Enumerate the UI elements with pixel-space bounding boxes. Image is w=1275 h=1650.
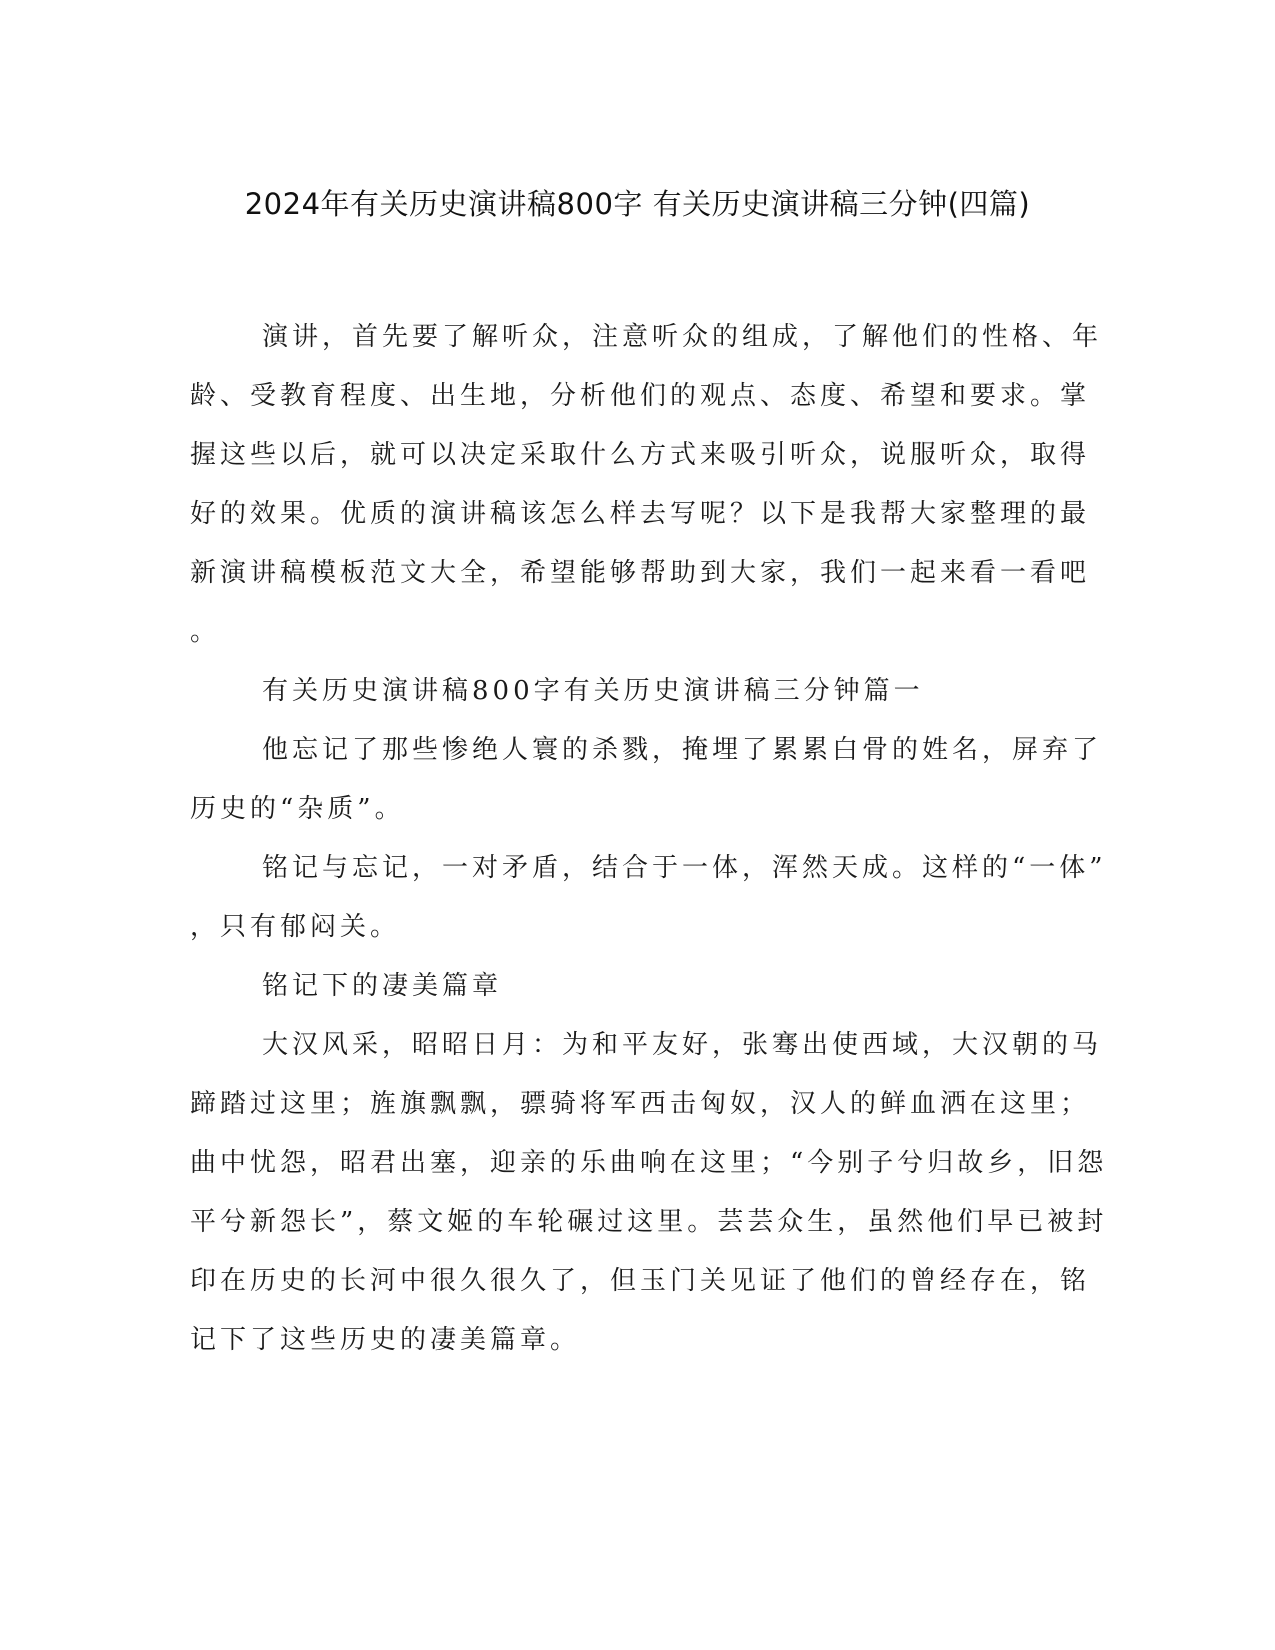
paragraph-line: 握这些以后，就可以决定采取什么方式来吸引听众，说服听众，取得 <box>190 440 1091 470</box>
paragraph-line: 印在历史的长河中很久很久了，但玉门关见证了他们的曾经存在，铭 <box>190 1266 1091 1296</box>
paragraph-line: 好的效果。优质的演讲稿该怎么样去写呢？以下是我帮大家整理的最 <box>190 499 1091 529</box>
paragraph-line: 记下了这些历史的凄美篇章。 <box>190 1325 581 1355</box>
paragraph-line: 曲中忧怨，昭君出塞，迎亲的乐曲响在这里；“今别子兮归故乡，旧怨 <box>190 1148 1108 1178</box>
section-heading: 有关历史演讲稿800字有关历史演讲稿三分钟篇一 <box>262 676 924 706</box>
paragraph-line: 龄、受教育程度、出生地，分析他们的观点、态度、希望和要求。掌 <box>190 381 1091 411</box>
paragraph-line: 平兮新怨长”，蔡文姬的车轮碾过这里。芸芸众生，虽然他们早已被封 <box>190 1207 1108 1237</box>
paragraph-line: 新演讲稿模板范文大全，希望能够帮助到大家，我们一起来看一看吧 <box>190 558 1091 588</box>
subheading: 铭记下的凄美篇章 <box>262 971 503 1001</box>
paragraph-line: 演讲，首先要了解听众，注意听众的组成，了解他们的性格、年 <box>262 322 1103 352</box>
paragraph-line: 大汉风采，昭昭日月：为和平友好，张骞出使西域，大汉朝的马 <box>262 1030 1103 1060</box>
paragraph-line: 历史的“杂质”。 <box>190 794 405 824</box>
paragraph-line: 。 <box>190 617 221 647</box>
paragraph-line: ，只有郁闷关。 <box>190 912 401 942</box>
document-title: 2024年有关历史演讲稿800字 有关历史演讲稿三分钟(四篇) <box>244 187 1031 221</box>
paragraph-line: 铭记与忘记，一对矛盾，结合于一体，浑然天成。这样的“一体” <box>262 853 1107 883</box>
paragraph-line: 他忘记了那些惨绝人寰的杀戮，掩埋了累累白骨的姓名，屏弃了 <box>262 735 1103 765</box>
paragraph-line: 蹄踏过这里；旌旗飘飘，骠骑将军西击匈奴，汉人的鲜血洒在这里； <box>190 1089 1091 1119</box>
